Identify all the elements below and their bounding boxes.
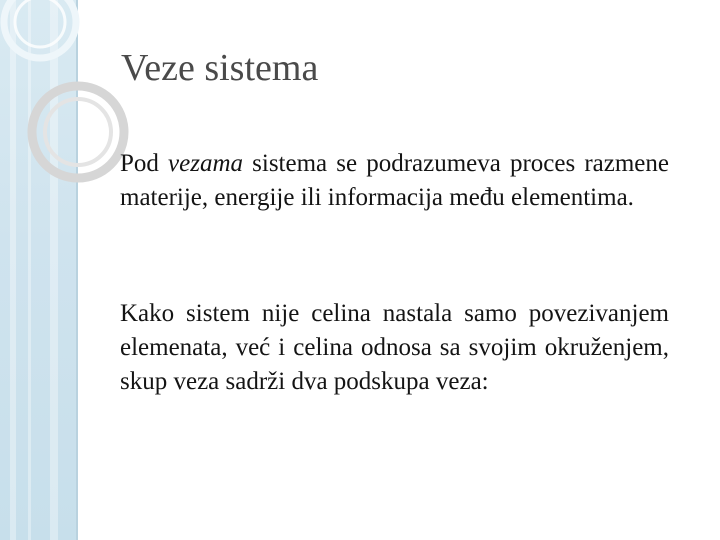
- concentric-circles-icon: [0, 0, 140, 220]
- emphasis-term: vezama: [168, 150, 244, 177]
- paragraph-definition-rest: sistema se podrazumeva proces razmene materije, energije ili informacija među elementima.: [120, 150, 669, 211]
- paragraph-definition-lead: Pod: [120, 150, 169, 177]
- slide-title: Veze sistema: [121, 47, 319, 89]
- paragraph-explanation: Kako sistem nije celina nastala samo povezivanjem elemenata, već i celina odnosa sa svojim okruženjem, skup veza sadrži dva podskupa veza:: [120, 300, 669, 395]
- paragraph-definition: [120, 147, 669, 215]
